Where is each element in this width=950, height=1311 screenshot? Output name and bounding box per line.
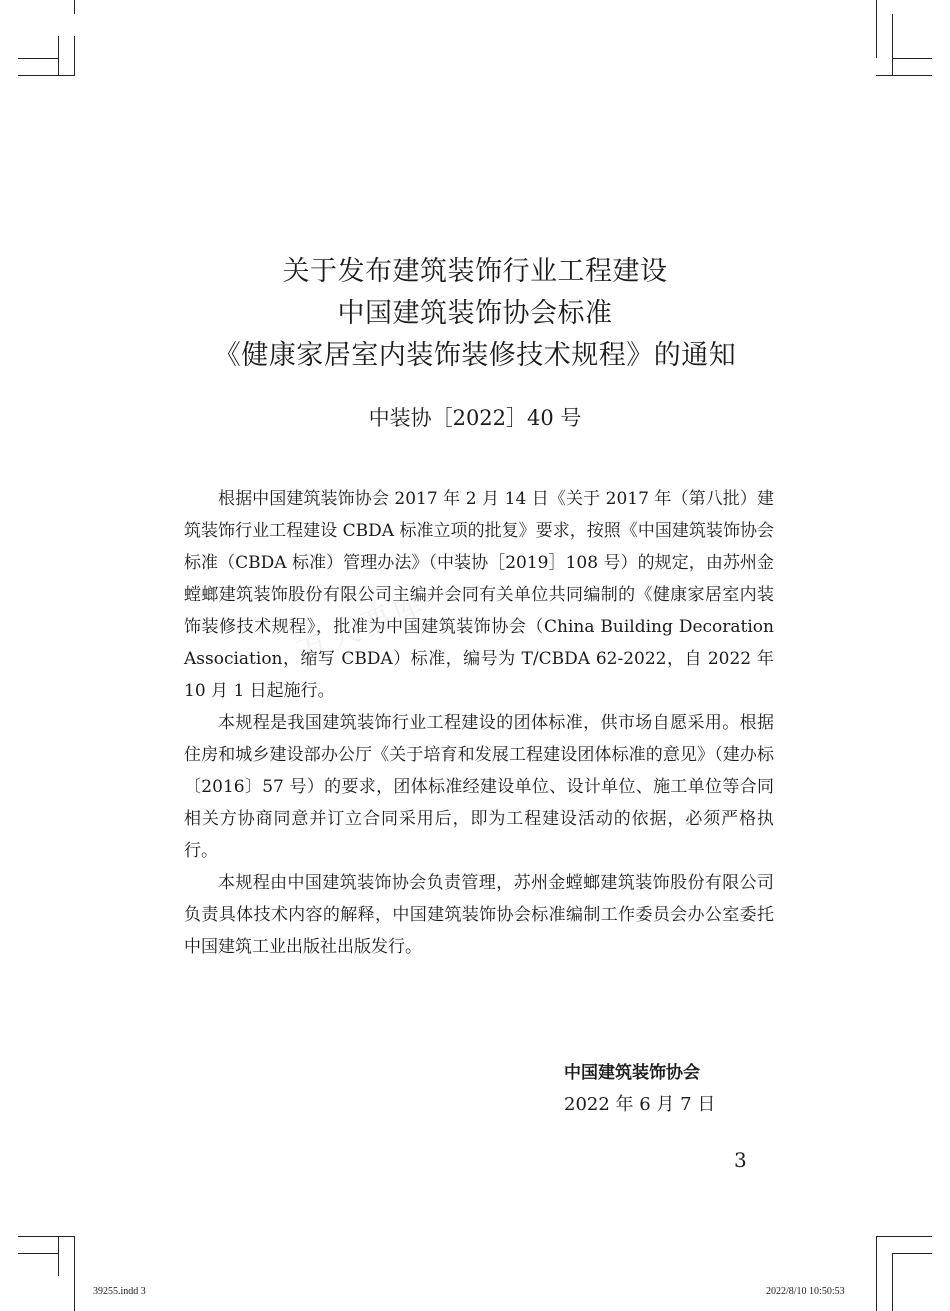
crop-mark	[18, 75, 75, 76]
body-paragraph-1: 根据中国建筑装饰协会 2017 年 2 月 14 日《关于 2017 年（第八批）建筑装饰行业工程建设 CBDA 标准立项的批复》要求，按照《中国建筑装饰协会标准（CBDA 标准）管理办法》（中装协［2019］108 号）的规定，由苏州金螳螂建筑装饰股份有限公司主编并会同有关单位共同编制的《健康家居室内装饰装修技术规程》，批准为中国建筑装饰协会（China Building Decoration Association，缩写 CBDA）标准，编号为 T/CBDA 62-2022，自 2022 年 10 月 1 日起施行。	[184, 489, 774, 701]
footer-timestamp: 2022/8/10 10:50:53	[766, 1286, 845, 1297]
body-paragraph-3: 本规程由中国建筑装饰协会负责管理，苏州金螳螂建筑装饰股份有限公司负责具体技术内容的解释，中国建筑装饰协会标准编制工作委员会办公室委托中国建筑工业出版社出版发行。	[184, 873, 774, 957]
document-number: 中装协［2022］40 号	[368, 406, 582, 430]
crop-mark	[18, 1253, 58, 1254]
watermark: 万人要库	[292, 586, 433, 670]
crop-mark	[876, 0, 877, 58]
crop-mark	[892, 14, 893, 76]
title-line-3: 《健康家居室内装饰装修技术规程》的通知	[213, 340, 737, 371]
page-number: 3	[734, 1148, 747, 1172]
crop-mark	[18, 1236, 75, 1237]
crop-mark	[58, 36, 59, 76]
crop-mark	[74, 0, 75, 14]
title-line-2: 中国建筑装饰协会标准	[337, 298, 613, 329]
crop-mark	[876, 1236, 932, 1237]
crop-mark	[74, 36, 75, 76]
signature-date: 2022 年 6 月 7 日	[564, 1094, 716, 1115]
footer-file-name: 39255.indd 3	[93, 1286, 146, 1297]
crop-mark	[876, 75, 932, 76]
crop-mark	[876, 1236, 877, 1311]
crop-mark	[18, 58, 58, 59]
notice-body	[184, 483, 774, 963]
body-paragraph-2: 本规程是我国建筑装饰行业工程建设的团体标准，供市场自愿采用。根据住房和城乡建设部办公厅《关于培育和发展工程建设团体标准的意见》（建办标〔2016〕57 号）的要求，团体标准经建设单位、设计单位、施工单位等合同相关方协商同意并订立合同采用后，即为工程建设活动的依据，必须严格执行。	[184, 713, 774, 861]
crop-mark	[892, 58, 932, 59]
crop-mark	[892, 1253, 932, 1254]
signature-block	[564, 1057, 715, 1121]
title-line-1: 关于发布建筑装饰行业工程建设	[282, 256, 668, 287]
crop-mark	[58, 1236, 59, 1276]
crop-mark	[892, 1253, 893, 1311]
crop-mark	[74, 1236, 75, 1311]
signature-organization: 中国建筑装饰协会	[564, 1063, 700, 1083]
